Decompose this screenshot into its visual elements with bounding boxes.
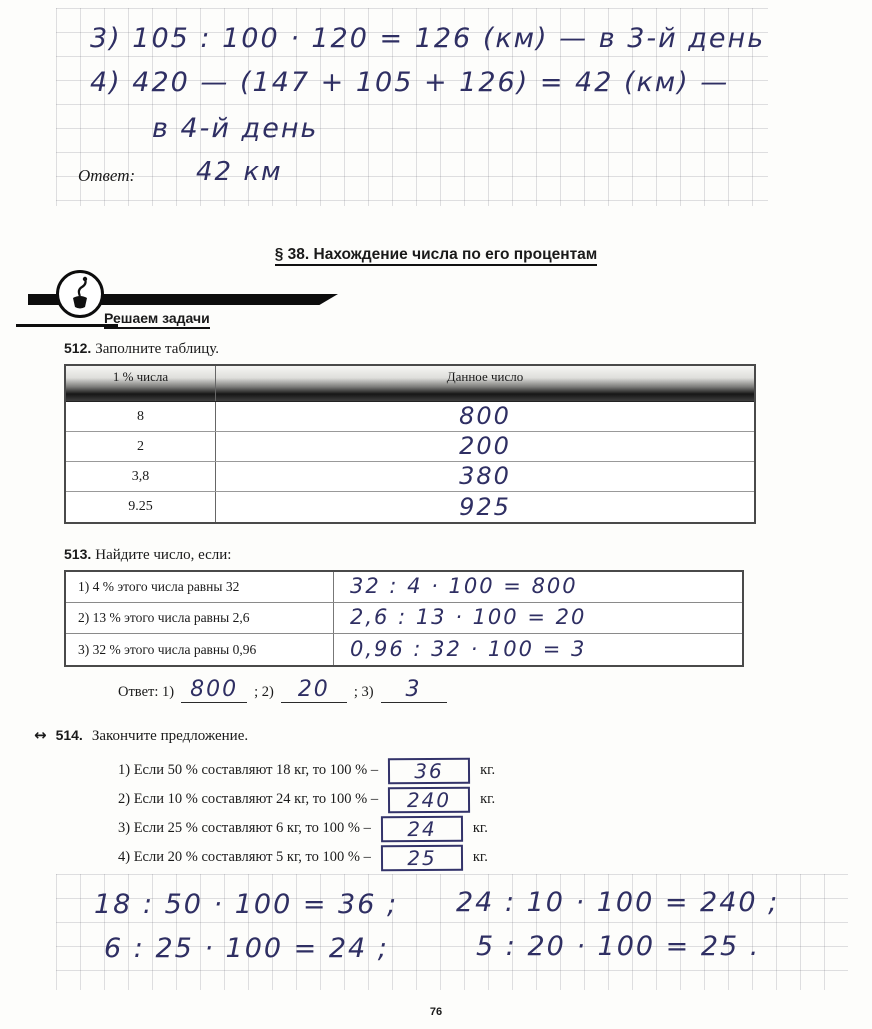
condition-text: 1) 4 % этого числа равны 32 — [78, 579, 240, 594]
table-row — [66, 572, 742, 603]
handwritten-boxed-answer: 25 — [381, 844, 463, 871]
difficulty-marker-icon: ↔ — [34, 726, 47, 744]
handwritten-solution: 32 : 4 · 100 = 800 — [350, 574, 578, 599]
item-text: 2) Если 10 % составляют 24 кг, то 100 % – — [118, 791, 379, 807]
task-514-header — [34, 726, 248, 745]
solve-problems-banner — [16, 282, 386, 344]
handwritten-boxed-answer: 240 — [388, 786, 470, 813]
handwritten-answer-3: 3 — [381, 678, 447, 703]
banner-underline-bar — [16, 324, 118, 327]
table-512-header-col1 — [66, 366, 216, 401]
condition-cell — [66, 634, 334, 665]
inkpot-logo-drawing — [65, 276, 95, 312]
handwritten-calc-line-4: 18 : 50 · 100 = 36 ; — [94, 889, 399, 920]
table-512-header-row — [66, 366, 754, 402]
table-row — [66, 432, 754, 462]
answers-sep-2: ; 2) — [254, 684, 274, 701]
table-513 — [64, 570, 744, 667]
solution-cell — [334, 572, 742, 602]
banner-label-text: Решаем задачи — [104, 310, 210, 326]
given-cell — [66, 402, 216, 431]
inkpot-logo-icon — [56, 270, 104, 318]
banner-label — [104, 310, 210, 329]
item-text: 3) Если 25 % составляют 6 кг, то 100 % – — [118, 820, 371, 836]
section-heading — [0, 246, 872, 264]
item-unit: кг. — [472, 820, 488, 836]
task-514-item — [118, 843, 495, 872]
task-514-items — [118, 756, 495, 872]
task-514-item — [118, 785, 495, 814]
condition-cell — [66, 572, 334, 602]
task-514-item — [118, 756, 495, 785]
table-512-header-col2 — [216, 366, 754, 401]
task-514-item — [118, 814, 495, 843]
item-text: 1) Если 50 % составляют 18 кг, то 100 % – — [118, 762, 379, 778]
task-513-header — [64, 546, 231, 564]
item-text: 4) Если 20 % составляют 5 кг, то 100 % – — [118, 849, 371, 865]
table-row — [66, 634, 742, 665]
handwritten-answer-1: 800 — [181, 678, 247, 703]
answer-cell — [216, 402, 754, 431]
task-512-title: Заполните таблицу. — [95, 341, 219, 357]
handwritten-value: 925 — [459, 492, 511, 521]
handwritten-value: 200 — [459, 432, 511, 461]
handwritten-calc-line-6: 6 : 25 · 100 = 24 ; — [104, 933, 389, 964]
item-unit: кг. — [480, 791, 496, 807]
task-512-header — [64, 340, 219, 358]
task-514-title: Закончите предложение. — [91, 728, 249, 744]
given-value: 2 — [137, 438, 144, 454]
handwritten-boxed-answer: 24 — [381, 815, 463, 842]
item-unit: кг. — [472, 849, 488, 865]
table-row — [66, 603, 742, 634]
task-514-number: 514. — [55, 727, 83, 743]
given-cell — [66, 432, 216, 461]
item-unit: кг. — [480, 762, 496, 778]
handwritten-answer-2: 20 — [281, 678, 347, 703]
answer-cell — [216, 492, 754, 522]
given-cell — [66, 492, 216, 522]
handwritten-calc-line-3: в 4-й день — [152, 113, 319, 144]
table-row — [66, 402, 754, 432]
task-512-number: 512. — [64, 340, 92, 356]
answer-cell — [216, 462, 754, 491]
given-value: 9.25 — [128, 499, 153, 514]
handwritten-calc-line-1: 3) 105 : 100 · 120 = 126 (км) — в 3-й день — [90, 23, 766, 54]
bottom-worksheet-grid — [56, 874, 848, 990]
handwritten-value: 380 — [459, 462, 511, 491]
handwritten-answer-value: 42 км — [196, 157, 283, 187]
solution-cell — [334, 634, 742, 665]
answers-sep-3: ; 3) — [353, 684, 374, 701]
given-value: 8 — [137, 408, 144, 424]
handwritten-solution: 0,96 : 32 · 100 = 3 — [350, 636, 587, 661]
condition-cell — [66, 603, 334, 633]
handwritten-calc-line-7: 5 : 20 · 100 = 25 . — [476, 931, 761, 962]
page-number-text: 76 — [429, 1006, 443, 1018]
task-513-number: 513. — [64, 546, 92, 562]
top-worksheet-grid — [56, 8, 768, 206]
task-513-answers — [118, 678, 447, 703]
condition-text: 3) 32 % этого числа равны 0,96 — [78, 641, 257, 657]
given-value: 3,8 — [131, 468, 150, 484]
handwritten-calc-line-2: 4) 420 — (147 + 105 + 126) = 42 (км) — — [90, 67, 730, 98]
page-number — [0, 1002, 872, 1020]
section-heading-text: § 38. Нахождение числа по его процентам — [275, 246, 598, 266]
handwritten-value: 800 — [459, 402, 511, 431]
table-row — [66, 462, 754, 492]
task-513-title: Найдите число, если: — [95, 547, 232, 563]
handwritten-boxed-answer: 36 — [388, 757, 470, 784]
condition-text: 2) 13 % этого числа равны 2,6 — [78, 610, 250, 625]
header-col1-text: 1 % числа — [112, 369, 169, 384]
answer-label: Ответ: — [78, 166, 136, 185]
table-512 — [64, 364, 756, 524]
solution-cell — [334, 603, 742, 633]
handwritten-solution: 2,6 : 13 · 100 = 20 — [350, 605, 587, 630]
table-row — [66, 492, 754, 522]
answers-label: Ответ: 1) — [118, 684, 175, 701]
handwritten-calc-line-5: 24 : 10 · 100 = 240 ; — [456, 887, 780, 918]
header-col2-text: Данное число — [446, 369, 524, 384]
given-cell — [66, 462, 216, 491]
answer-cell — [216, 432, 754, 461]
